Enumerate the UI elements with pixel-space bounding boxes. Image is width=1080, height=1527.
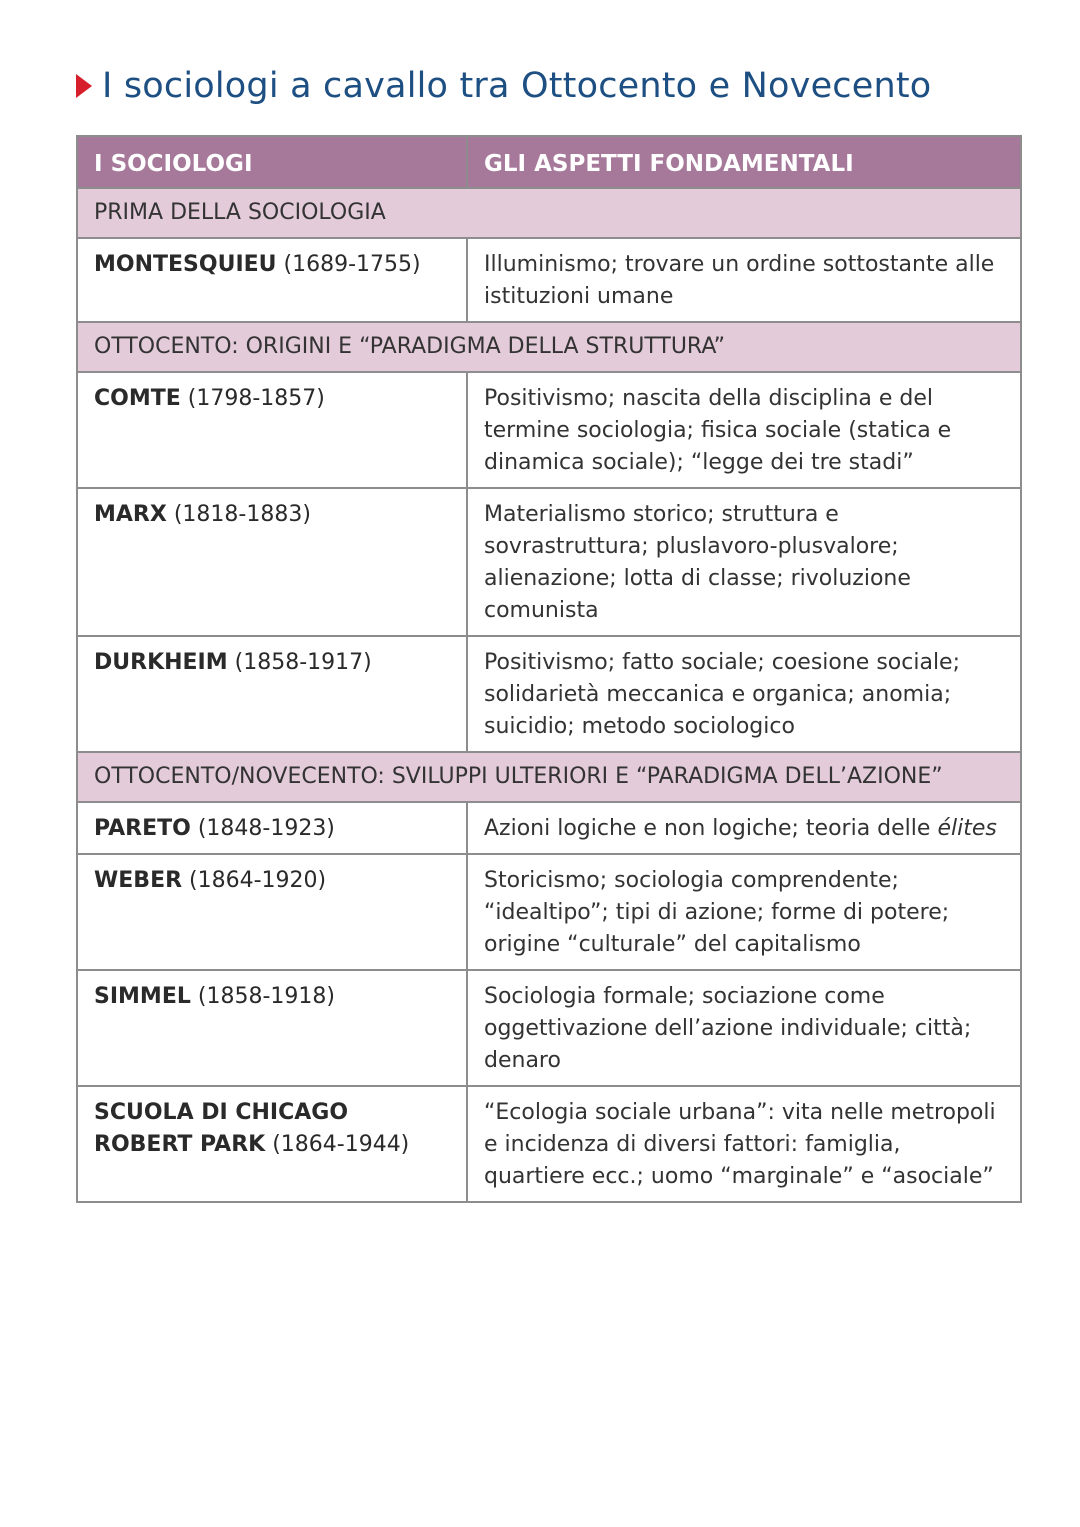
aspects-cell: Storicismo; sociologia comprendente; “idealtipo”; tipi di azione; forme di potere; origine “culturale” del capitalismo	[467, 854, 1021, 970]
table-row	[77, 854, 1021, 970]
sociologist-cell	[77, 636, 467, 752]
table-header-row	[77, 136, 1021, 188]
sociologist-name: ROBERT PARK	[94, 1132, 266, 1157]
section-row	[77, 188, 1021, 238]
sociologist-years: (1848-1923)	[197, 816, 335, 841]
sociologist-cell	[77, 372, 467, 488]
sociologist-name: COMTE	[94, 386, 181, 411]
table-row	[77, 488, 1021, 636]
header-aspects: GLI ASPETTI FONDAMENTALI	[467, 136, 1021, 188]
sociologist-cell	[77, 1086, 467, 1202]
sociologist-years: (1864-1920)	[189, 868, 327, 893]
aspects-cell: Materialismo storico; struttura e sovrastruttura; pluslavoro-plusvalore; alienazione; lotta di classe; rivoluzione comunista	[467, 488, 1021, 636]
sociologist-name: MONTESQUIEU	[94, 252, 277, 277]
sociologist-years: (1798-1857)	[187, 386, 325, 411]
sociologist-years: (1689-1755)	[283, 252, 421, 277]
aspects-cell: Illuminismo; trovare un ordine sottostante alle istituzioni umane	[467, 238, 1021, 322]
sociologist-cell	[77, 854, 467, 970]
aspects-cell	[467, 802, 1021, 854]
aspects-cell: Positivismo; fatto sociale; coesione sociale; solidarietà meccanica e organica; anomia; suicidio; metodo sociologico	[467, 636, 1021, 752]
table-row	[77, 372, 1021, 488]
sociologist-cell	[77, 970, 467, 1086]
table-row	[77, 802, 1021, 854]
table-row	[77, 1086, 1021, 1202]
sociologist-cell	[77, 488, 467, 636]
aspects-italic-term: élites	[937, 816, 997, 841]
triangle-bullet-icon	[76, 74, 92, 98]
sociologist-years: (1858-1917)	[234, 650, 372, 675]
section-label: OTTOCENTO/NOVECENTO: SVILUPPI ULTERIORI E “PARADIGMA DELL’AZIONE”	[77, 752, 1021, 802]
sociologist-name: PARETO	[94, 816, 191, 841]
sociologist-name: WEBER	[94, 868, 183, 893]
section-row	[77, 752, 1021, 802]
sociologist-name: SIMMEL	[94, 984, 191, 1009]
aspects-text: Azioni logiche e non logiche; teoria delle	[484, 816, 931, 841]
sociologist-name: DURKHEIM	[94, 650, 228, 675]
sociologist-years: (1818-1883)	[173, 502, 311, 527]
aspects-cell: Sociologia formale; sociazione come oggettivazione dell’azione individuale; città; denaro	[467, 970, 1021, 1086]
section-row	[77, 322, 1021, 372]
title-text: I sociologi a cavallo tra Ottocento e Novecento	[102, 66, 932, 106]
section-label: PRIMA DELLA SOCIOLOGIA	[77, 188, 1021, 238]
table-row	[77, 238, 1021, 322]
table-row	[77, 636, 1021, 752]
table-row	[77, 970, 1021, 1086]
school-name: SCUOLA DI CHICAGO	[94, 1100, 349, 1125]
aspects-cell: “Ecologia sociale urbana”: vita nelle metropoli e incidenza di diversi fattori: famiglia, quartiere ecc.; uomo “marginale” e “asociale”	[467, 1086, 1021, 1202]
sociologist-cell	[77, 802, 467, 854]
section-label: OTTOCENTO: ORIGINI E “PARADIGMA DELLA STRUTTURA”	[77, 322, 1021, 372]
sociologist-name: MARX	[94, 502, 167, 527]
aspects-cell: Positivismo; nascita della disciplina e del termine sociologia; fisica sociale (statica e dinamica sociale); “legge dei tre stadi”	[467, 372, 1021, 488]
page-title	[76, 66, 931, 106]
sociologists-table	[76, 135, 1022, 1203]
header-sociologists: I SOCIOLOGI	[77, 136, 467, 188]
sociologist-years: (1858-1918)	[197, 984, 335, 1009]
sociologist-years: (1864-1944)	[272, 1132, 410, 1157]
sociologist-cell	[77, 238, 467, 322]
